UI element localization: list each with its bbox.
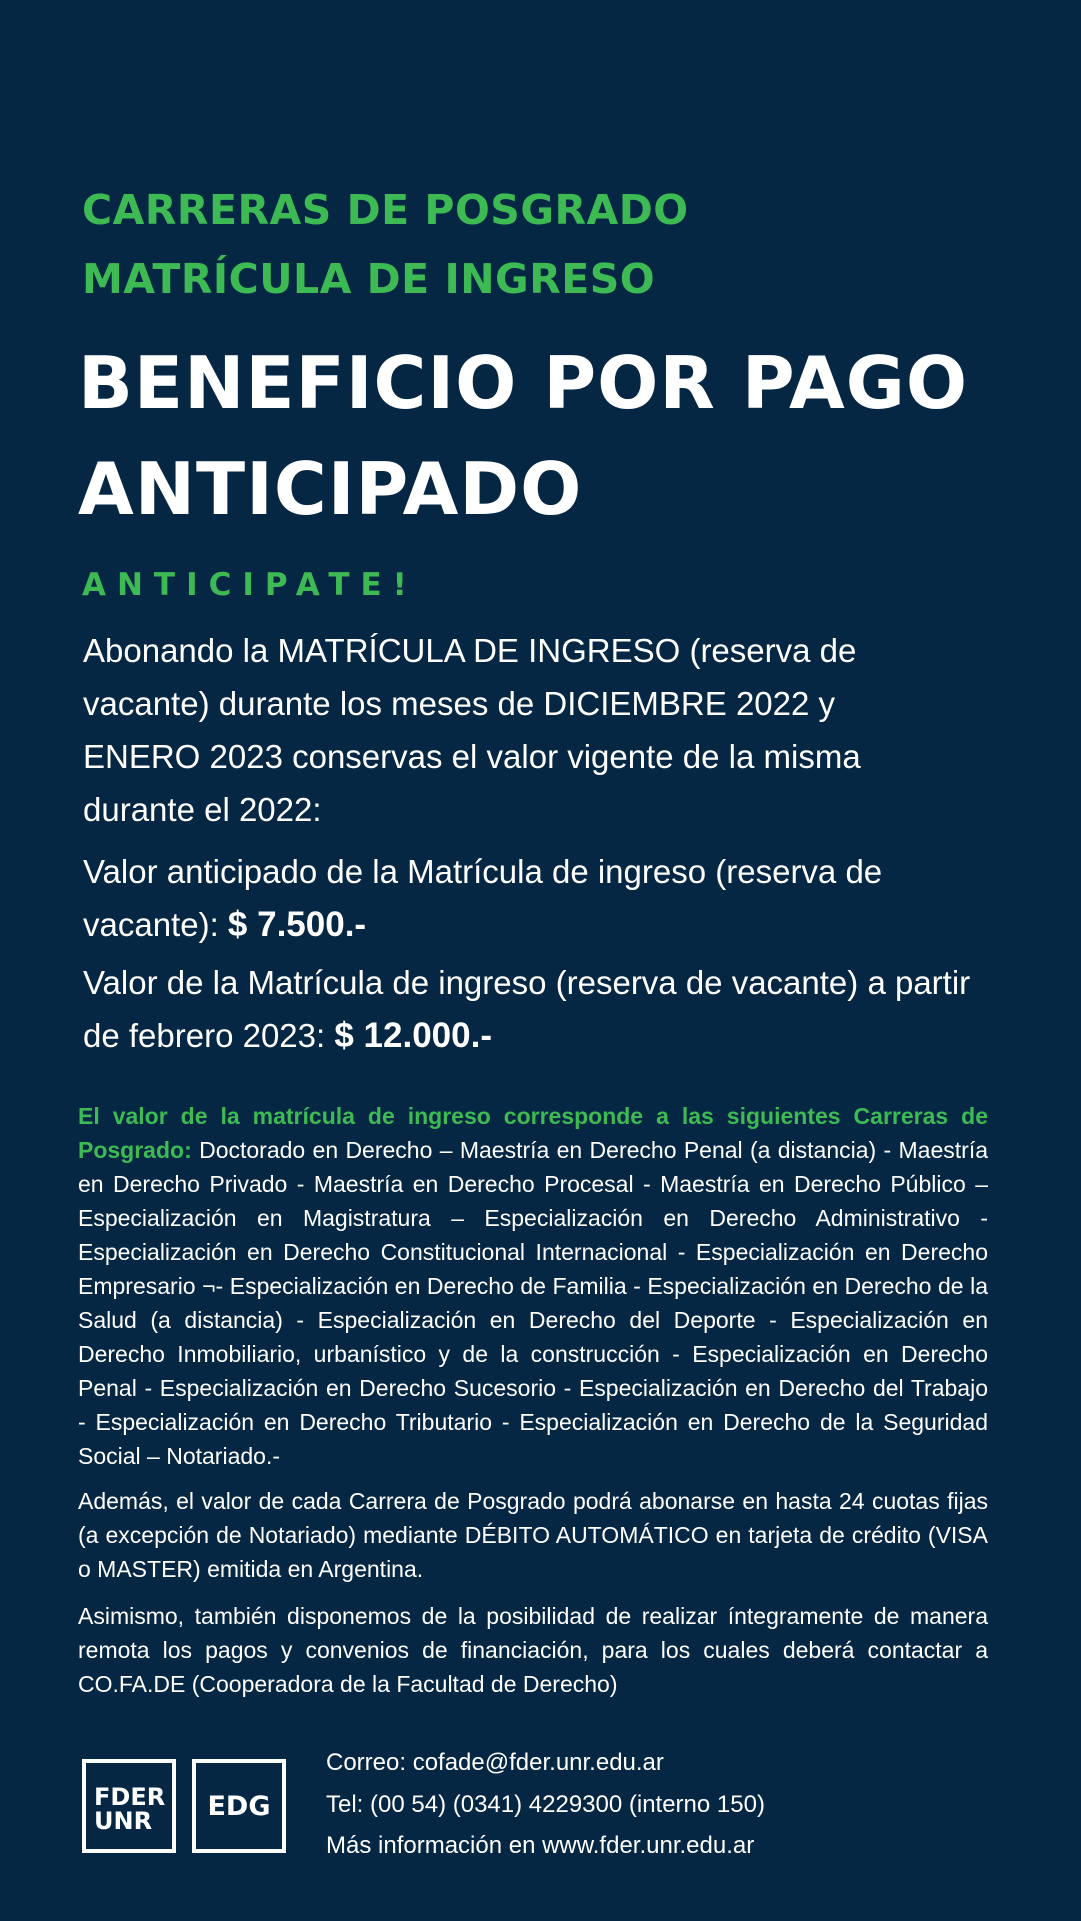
- contact-website: Más información en www.fder.unr.edu.ar: [326, 1832, 755, 1859]
- headline-line-2: ANTICIPADO: [78, 447, 583, 531]
- price-early-value: $ 7.500.-: [227, 905, 367, 944]
- edg-logo: [192, 1759, 286, 1853]
- careers-lead: El valor de la matrícula de ingreso corresponde a las siguientes Carreras de Posgrado:: [78, 1103, 988, 1163]
- contact-phone: Tel: (00 54) (0341) 4229300 (interno 150): [326, 1791, 765, 1818]
- logos: [82, 1759, 288, 1855]
- careers-paragraph: [78, 1099, 988, 1473]
- edg-logo-text: EDG: [207, 1791, 271, 1822]
- careers-list: Doctorado en Derecho – Maestría en Derecho Penal (a distancia) - Maestría en Derecho Privado - Maestría en Derecho Procesal - Maestría en Derecho Público – Especialización en Magistratura – Especialización en Derecho Administrativo - Especialización en Derecho Constitucional Internacional - Especialización en Derecho Empresario ¬- Especialización en Derecho de Familia - Especialización en Derecho de la Salud (a distancia) - Especialización en Derecho del Deporte - Especialización en Derecho Inmobiliario, urbanístico y de la construcción - Especialización en Derecho Penal - Especialización en Derecho Sucesorio - Especialización en Derecho del Trabajo - Especialización en Derecho Tributario - Especialización en Derecho de la Seguridad Social – Notariado.-: [78, 1137, 989, 1469]
- installments-paragraph: Además, el valor de cada Carrera de Posgrado podrá abonarse en hasta 24 cuotas fijas (a excepción de Notariado) mediante DÉBITO AUTOMÁTICO en tarjeta de crédito (VISA o MASTER) emitida en Argentina.: [78, 1488, 988, 1582]
- headline-line-1: BENEFICIO POR PAGO: [78, 341, 969, 425]
- contact-email: Correo: cofade@fder.unr.edu.ar: [326, 1749, 664, 1776]
- kicker-programs: CARRERAS DE POSGRADO: [82, 186, 689, 234]
- price-early: [83, 845, 943, 951]
- price-early-label: Valor anticipado de la Matrícula de ingreso (reserva de vacante):: [83, 853, 883, 943]
- promo-subtitle: ANTICIPATE!: [82, 567, 418, 603]
- kicker-enrollment: MATRÍCULA DE INGRESO: [82, 255, 656, 303]
- fder-unr-logo: [82, 1759, 176, 1853]
- price-regular-label: Valor de la Matrícula de ingreso (reserva de vacante) a partir de febrero 2023:: [83, 964, 971, 1054]
- remote-payment-paragraph: Asimismo, también disponemos de la posibilidad de realizar íntegramente de manera remota los pagos y convenios de financiación, para los cuales deberá contactar a CO.FA.DE (Cooperadora de la Facultad de Derecho): [78, 1603, 988, 1697]
- fder-logo-line-2: UNR: [94, 1807, 153, 1835]
- fder-logo-line-1: FDER: [94, 1783, 166, 1811]
- promo-intro: Abonando la MATRÍCULA DE INGRESO (reserva de vacante) durante los meses de DICIEMBRE 2022 y ENERO 2023 conservas el valor vigente de la misma durante el 2022:: [83, 632, 861, 828]
- price-regular: [83, 956, 983, 1062]
- price-regular-value: $ 12.000.-: [334, 1016, 492, 1055]
